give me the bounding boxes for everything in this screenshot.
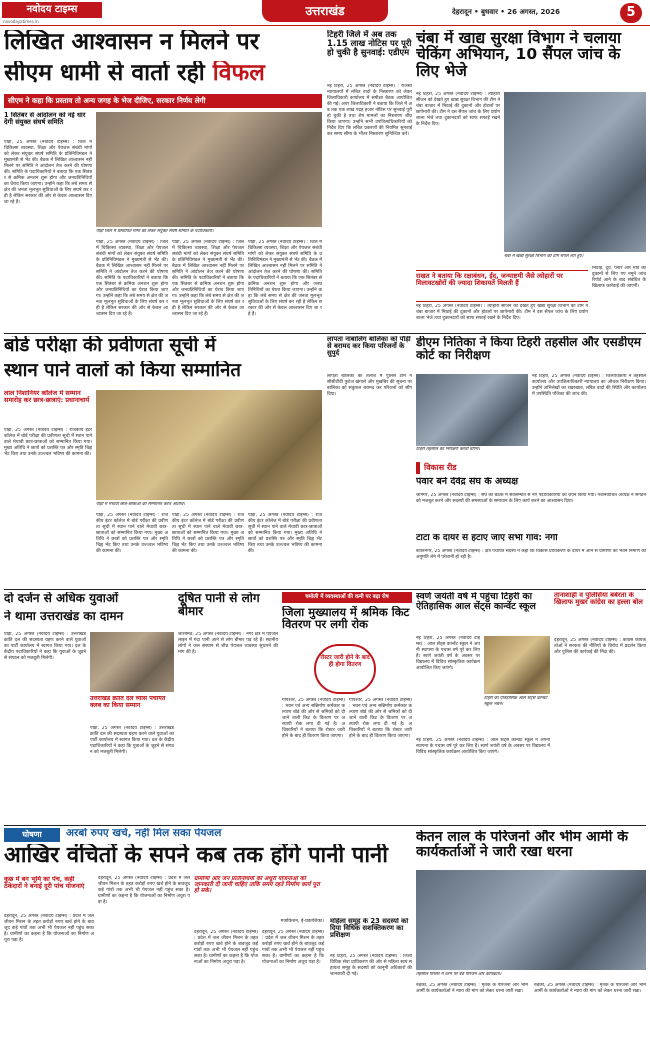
lead-body-col4: पौड़ी, 25 अगस्त (नवोदय टाइम्स) : जिले में चिकित्सा व्यवस्था, शिक्षा और पेयजल संबंधी मांगों को लेकर संयुक्त संघर्ष समिति के प्रतिनिधिमंडल ने मुख्यमंत्री से भेंट की। बैठक में लिखित आश्वासन नहीं मिलने पर समिति ने आंदोलन तेज करने की घोषणा की। समिति के पदाधिकारियों ने बताया कि एक सितंबर से क्रमिक अनशन शुरू होगा और जनप्रतिनिधियों का घेराव किया जाएगा। उन्होंने कहा कि लंबे समय से क्षेत्र की जनता मूलभूत सुविधाओं के लिए संघर्ष कर रही है लेकिन सरकार की ओर से केवल आश्वासन दिए जा रहे हैं। <box>248 240 322 317</box>
lead-body-col2: पौड़ी, 25 अगस्त (नवोदय टाइम्स) : जिले में चिकित्सा व्यवस्था, शिक्षा और पेयजल संबंधी मांगों को लेकर संयुक्त संघर्ष समिति के प्रतिनिधिमंडल ने मुख्यमंत्री से भेंट की। बैठक में लिखित आश्वासन नहीं मिलने पर समिति ने आंदोलन तेज करने की घोषणा की। समिति के पदाधिकारियों ने बताया कि एक सितंबर से क्रमिक अनशन शुरू होगा और जनप्रतिनिधियों का घेराव किया जाएगा। उन्होंने कहा कि लंबे समय से क्षेत्र की जनता मूलभूत सुविधाओं के लिए संघर्ष कर रही है लेकिन सरकार की ओर से केवल आश्वासन दिए जा रहे हैं। <box>96 240 168 317</box>
board-exam-headline-line1: बोर्ड परीक्षा की प्रवीणता सूची में <box>4 336 216 356</box>
women-group-headline: महिला समूह के 23 सदस्यों को दिया विधिक सशक्तिकरण का प्रशिक्षण <box>330 918 409 940</box>
school-photo <box>484 636 550 694</box>
ukd-body-col2: पौड़ी, 25 अगस्त (नवोदय टाइम्स) : उत्तराखंड क्रांति दल की सदस्यता ग्रहण करने वाले युवाओं का पार्टी कार्यालय में स्वागत किया गया। दल के केंद्रीय पदाधिकारियों ने कहा कि युवाओं के जुड़ने से संगठन को मजबूती मिलेगी। <box>90 726 174 755</box>
ukd-kicker: उत्तराखंड क्रांति दल व्यास पंचायत क्लब का किया सम्मान <box>90 696 166 709</box>
announcement-label: घोषणा <box>4 828 60 842</box>
divider-row3 <box>4 825 646 826</box>
ketan-lal-photo <box>416 870 646 970</box>
lead-photo <box>96 112 322 227</box>
congress-story <box>554 592 646 822</box>
page-number: 5 <box>620 3 642 23</box>
dm-headline: डीएम नितिका ने किया टिहरी तहसील और एसडीएम कोर्ट का निरीक्षण <box>416 336 642 362</box>
school-story <box>416 592 550 822</box>
lead-headline-line1: लिखित आश्वासन न मिलने पर <box>4 30 260 55</box>
water-scheme-body-col2: देहरादून, 25 अगस्त (नवोदय टाइम्स) : प्रदेश में जल जीवन मिशन के तहत करोड़ों रुपए खर्च होने के बावजूद कई गांवों तक अभी भी पेयजल नहीं पहुंच सका है। ग्रामीणों का कहना है कि योजनाओं का निर्माण अधूरा पड़ा है। <box>98 876 190 905</box>
masthead-rule <box>0 25 650 26</box>
water-scheme-byline: मजकिशन, ई-प्रकाशिका। <box>280 919 324 924</box>
chamba-side-note: मिठाई, दूध, पनीर और मावे की दुकानों से लिए गए नमूने जांच रिपोर्ट आने के बाद संबंधित के खिलाफ कार्रवाई की जाएगी। <box>592 266 646 289</box>
water-scheme-quote: ग्रामीणों और जन प्रतिनिधियों को अधूरी योजनाओं की जानकारी दी जानी चाहिए ताकि समय रहते निर्माण कार्य पूरा हो सके। <box>194 876 320 895</box>
ukd-body: पौड़ी, 25 अगस्त (नवोदय टाइम्स) : उत्तराखंड क्रांति दल की सदस्यता ग्रहण करने वाले युवाओं का पार्टी कार्यालय में स्वागत किया गया। दल के केंद्रीय पदाधिकारियों ने कहा कि युवाओं के जुड़ने से संगठन को मजबूती मिलेगी। <box>4 632 86 661</box>
polluted-water-headline: दूषित पानी से लोग बीमार <box>178 592 260 618</box>
board-exam-story <box>4 336 322 586</box>
divider-row1 <box>4 333 646 334</box>
school-body: नई टिहरी, 25 अगस्त (नवोदय टाइम्स) : आल सेंट्स कान्वेंट स्कूल ने अपनी स्थापना के पचास वर्ष पूरे कर लिए हैं। स्वर्ण जयंती वर्ष के अवसर पर विद्यालय में विविध सांस्कृतिक कार्यक्रम आयोजित किए जाएंगे। <box>416 636 480 671</box>
site-url: navodayatimes.in <box>3 19 39 24</box>
divider-row2 <box>4 589 646 590</box>
tata-headline: टाटा के दायरे से हटाए जाएं सभी गांव: नेगी <box>416 534 558 543</box>
water-scheme-topline: अरबों रुपए खर्च, नहीं मिल सका पेयजल <box>66 828 222 839</box>
ukd-photo <box>90 632 174 692</box>
dm-caption: टिहरी तहसील का निरीक्षण करतीं डीएम। <box>416 447 480 452</box>
ketan-lal-body: रुड़की, 25 अगस्त (नवोदय टाइम्स) : मृतक के परिजनों और भीम आर्मी के कार्यकर्ताओं ने न्याय की मांग को लेकर धरना जारी रखा। <box>416 983 528 994</box>
lead-story <box>4 30 322 330</box>
water-scheme-body-col4: देहरादून, 25 अगस्त (नवोदय टाइम्स) : प्रदेश में जल जीवन मिशन के तहत करोड़ों रुपए खर्च होने के बावजूद कई गांवों तक अभी भी पेयजल नहीं पहुंच सका है। ग्रामीणों का कहना है कि योजनाओं का निर्माण अधूरा पड़ा है। <box>262 930 324 965</box>
water-scheme-headline: आखिर वंचितों के सपने कब तक होंगे पानी पानी <box>4 844 388 868</box>
ketan-lal-story <box>416 828 646 1040</box>
labour-kit-headline: जिला मुख्यालय में श्रमिक किट वितरण पर लगी रोक <box>282 606 410 632</box>
ukd-story <box>4 592 174 822</box>
labour-kit-story <box>282 592 412 822</box>
labour-kit-kicker: चमोली में व्यवस्थाओं की कमी पर बढ़ा रोष <box>282 592 412 603</box>
chamba-body: नई टिहरी, 25 अगस्त (नवोदय टाइम्स) : त्योहारी सीजन को देखते हुए खाद्य सुरक्षा विभाग की टीम ने चंबा बाजार में मिठाई की दुकानों और होटलों पर छापेमारी की। टीम ने दस सैंपल जांच के लिए प्रयोगशाला भेजे तथा दुकानदारों को साफ सफाई रखने के निर्देश दिए। <box>416 92 500 127</box>
dm-photo <box>416 374 528 446</box>
dm-tehri-story <box>327 336 328 337</box>
ketan-lal-caption: तहसील परिसर में धरने पर बैठे परिजन और कार्यकर्ता। <box>416 972 502 977</box>
chamba-body-col2: नई टिहरी, 25 अगस्त (नवोदय टाइम्स) : त्योहारी सीजन को देखते हुए खाद्य सुरक्षा विभाग की टीम ने चंबा बाजार में मिठाई की दुकानों और होटलों पर छापेमारी की। टीम ने दस सैंपल जांच के लिए प्रयोगशाला भेजे तथा दुकानदारों को साफ सफाई रखने के निर्देश दिए। <box>416 304 588 321</box>
board-exam-body: पौड़ी, 25 अगस्त (नवोदय टाइम्स) : राजकीय इंटर कॉलेज में बोर्ड परीक्षा की प्रवीणता सूची में स्थान पाने वाले मेधावी छात्र-छात्राओं को सम्मानित किया गया। मुख्य अतिथि ने छात्रों को प्रशस्ति पत्र और स्मृति चिह्न भेंट किए तथा उनके उज्ज्वल भविष्य की कामना की। <box>4 428 92 457</box>
ukd-headline-line2: ने थामा उत्तराखंड का दामन <box>4 610 124 623</box>
congress-body: देहरादून, 25 अगस्त (नवोदय टाइम्स) : कांग्रेस कार्यकर्ताओं ने सरकार की नीतियों के विरोध में प्रदर्शन किया और पुलिस की कार्रवाई की निंदा की। <box>554 638 646 655</box>
lead-body: पौड़ी, 25 अगस्त (नवोदय टाइम्स) : जिले में चिकित्सा व्यवस्था, शिक्षा और पेयजल संबंधी मांगों को लेकर संयुक्त संघर्ष समिति के प्रतिनिधिमंडल ने मुख्यमंत्री से भेंट की। बैठक में लिखित आश्वासन नहीं मिलने पर समिति ने आंदोलन तेज करने की घोषणा की। समिति के पदाधिकारियों ने बताया कि एक सितंबर से क्रमिक अनशन शुरू होगा और जनप्रतिनिधियों का घेराव किया जाएगा। उन्होंने कहा कि लंबे समय से क्षेत्र की जनता मूलभूत सुविधाओं के लिए संघर्ष कर रही है लेकिन सरकार की ओर से केवल आश्वासन दिए जा रहे हैं। <box>4 140 92 205</box>
ketan-lal-body-col2: रुड़की, 25 अगस्त (नवोदय टाइम्स) : मृतक के परिजनों और भीम आर्मी के कार्यकर्ताओं ने न्याय की मांग को लेकर धरना जारी रखा। <box>534 983 646 994</box>
women-group-story <box>330 918 412 1040</box>
tehri-notice-body: नई टिहरी, 25 अगस्त (नवोदय टाइम्स) : राजस्व न्यायालयों में लंबित वादों के निस्तारण को लेकर जिलाधिकारी कार्यालय में समीक्षा बैठक आयोजित की गई। अपर जिलाधिकारी ने बताया कि जिले में अब तक एक लाख पंद्रह हजार नोटिस पर सुनवाई पूरी हो चुकी है तथा शेष मामलों का निस्तारण शीघ्र किया जाएगा। उन्होंने सभी उपजिलाधिकारियों को निर्देश दिए कि लंबित प्रकरणों की नियमित सुनवाई कर समय सीमा के भीतर निस्तारण सुनिश्चित करें। <box>327 84 412 137</box>
lead-kicker: 1 सितंबर से आंदोलन को नई धार देगी संयुक्त संघर्ष समिति <box>4 112 86 126</box>
ukd-headline-line1: दो दर्जन से अधिक युवाओं <box>4 592 119 605</box>
chamba-story <box>416 30 646 330</box>
chamba-headline: चंबा में खाद्य सुरक्षा विभाग ने चलाया चेकिंग अभियान, 10 सैंपल जांच के लिए भेजे <box>416 30 622 80</box>
women-group-body: नई टिहरी, 25 अगस्त (नवोदय टाइम्स) : जिला विधिक सेवा प्राधिकरण की ओर से महिला स्वयं सहायता समूह के सदस्यों को कानूनी अधिकारों की जानकारी दी गई। <box>330 954 412 977</box>
lead-subhead: सीएम ने कहा कि प्रस्ताव तो अन्य जगह के भेज दीजिए, सरकार निर्णय लेगी <box>4 94 322 108</box>
school-headline: स्वर्ण जयंती वर्ष में पहुंचा टिहरी का ऐतिहासिक आल सेंट्स कान्वेंट स्कूल <box>416 592 536 612</box>
tehri-notice-story <box>327 30 412 330</box>
water-scheme-body: देहरादून, 25 अगस्त (नवोदय टाइम्स) : प्रदेश में जल जीवन मिशन के तहत करोड़ों रुपए खर्च होने के बावजूद कई गांवों तक अभी भी पेयजल नहीं पहुंच सका है। ग्रामीणों का कहना है कि योजनाओं का निर्माण अधूरा पड़ा है। <box>4 914 94 943</box>
lead-headline-accent: विफल <box>212 61 265 86</box>
lead-photo-caption: पौड़ी जिले में प्रस्तावित मांगों को लेकर संयुक्त संघर्ष समिति के पदाधिकारी। <box>96 229 214 234</box>
missing-girl-headline: लापता नाबालिग बालिका को पौड़ी से बरामद कर किया परिजनों के सुपुर्द <box>327 336 411 358</box>
dm-inspection-story <box>327 460 412 464</box>
labour-kit-body-col2: गोपेश्वर, 25 अगस्त (नवोदय टाइम्स) : भवन एवं अन्य सन्निर्माण कर्मकार कल्याण बोर्ड की ओर से श्रमिकों को दी जाने वाली किट के वितरण पर अस्थायी रोक लगा दी गई है। अधिकारियों ने बताया कि रोस्टर जारी होने के बाद ही वितरण किया जाएगा। <box>349 698 412 739</box>
board-exam-caption: पौड़ी में मेधावी छात्र-छात्राओं को सम्मानित करते अतिथि। <box>96 502 185 507</box>
labour-kit-body: गोपेश्वर, 25 अगस्त (नवोदय टाइम्स) : भवन एवं अन्य सन्निर्माण कर्मकार कल्याण बोर्ड की ओर से श्रमिकों को दी जाने वाली किट के वितरण पर अस्थायी रोक लगा दी गई है। अधिकारियों ने बताया कि रोस्टर जारी होने के बाद ही वितरण किया जाएगा। <box>282 698 345 739</box>
board-exam-kicker: लाल निशानियर कॉलेज में सम्मान समारोह कर छात्र-छात्राएं: प्रधानाचार्य <box>4 390 90 404</box>
lead-headline-line2 <box>4 61 322 91</box>
tehri-notice-headline: टिहरी जिले में अब तक 1.15 लाख नोटिस पर पूरी हो चुकी है सुनवाई: एडीएम <box>327 30 412 57</box>
polluted-water-body: जोशीमठ, 25 अगस्त (नवोदय टाइम्स) : नगर क्षेत्र में पेयजल लाइन में गंदा पानी आने से लोग बीमार पड़ रहे हैं। स्थानीय लोगों ने जल संस्थान से शीघ्र पेयजल व्यवस्था सुधारने की मांग की है। <box>178 632 278 655</box>
right-col-row2 <box>416 336 646 586</box>
tata-body: कीर्तिनगर, 25 अगस्त (नवोदय टाइम्स) : क्षेत्र पंचायत सदस्य ने कहा कि विकास प्राधिकरण के दायरे में आने से ग्रामीणों को भवन निर्माण की अनुमति लेने में परेशानी हो रही है। <box>416 549 646 560</box>
paper-logo: नवोदय टाइम्स <box>2 2 102 18</box>
polluted-water-story <box>178 592 278 822</box>
board-exam-body-col4: पौड़ी, 25 अगस्त (नवोदय टाइम्स) : राजकीय इंटर कॉलेज में बोर्ड परीक्षा की प्रवीणता सूची में स्थान पाने वाले मेधावी छात्र-छात्राओं को सम्मानित किया गया। मुख्य अतिथि ने छात्रों को प्रशस्ति पत्र और स्मृति चिह्न भेंट किए तथा उनके उज्ज्वल भविष्य की कामना की। <box>248 513 322 554</box>
lead-headline-main: सीएम धामी से वार्ता रही <box>4 61 213 86</box>
school-body-col2: नई टिहरी, 25 अगस्त (नवोदय टाइम्स) : आल सेंट्स कान्वेंट स्कूल ने अपनी स्थापना के पचास वर्ष पूरे कर लिए हैं। स्वर्ण जयंती वर्ष के अवसर पर विद्यालय में विविध सांस्कृतिक कार्यक्रम आयोजित किए जाएंगे। <box>416 738 550 755</box>
missing-girl-body: लापता बालिका की तलाश में पुलिस टीम ने सीसीटीवी फुटेज खंगाले और मुखबिर की सूचना पर बालिका को सकुशल बरामद कर परिजनों को सौंप दिया। <box>327 374 412 397</box>
section-banner: उत्तराखंड <box>262 0 388 22</box>
ketan-lal-headline: केतन लाल के परिजनों और भीम आर्मी के कार्यकर्ताओं ने जारी रखा धरना <box>416 830 629 860</box>
chamba-quote-box: राखत ने बताया कि रक्षाबंधन, ईद, जन्माष्टमी जैसे त्योहारों पर मिलावटखोरों की ज्यादा शिकायतें मिलती हैं <box>416 270 588 302</box>
dm-body: नई टिहरी, 25 अगस्त (नवोदय टाइम्स) : जिलाधिकारी ने तहसील कार्यालय और उपजिलाधिकारी न्यायालय का औचक निरीक्षण किया। उन्होंने अभिलेखों का रखरखाव, लंबित वादों की स्थिति और कार्यालय में उपस्थिति पंजिका की जांच की। <box>532 374 646 397</box>
school-caption: टिहरी का ऐतिहासिक आल सेंट्स कान्वेंट स्कूल भवन। <box>484 696 548 707</box>
panwar-headline: पंवार बने देवेंद्र संघ के अध्यक्ष <box>416 477 519 487</box>
masthead <box>0 0 650 26</box>
issue-date: देहरादून • बुधवार • 26 अगस्त, 2026 <box>452 8 561 16</box>
board-exam-body-col2: पौड़ी, 25 अगस्त (नवोदय टाइम्स) : राजकीय इंटर कॉलेज में बोर्ड परीक्षा की प्रवीणता सूची में स्थान पाने वाले मेधावी छात्र-छात्राओं को सम्मानित किया गया। मुख्य अतिथि ने छात्रों को प्रशस्ति पत्र और स्मृति चिह्न भेंट किए तथा उनके उज्ज्वल भविष्य की कामना की। <box>96 513 168 554</box>
chamba-photo <box>504 92 646 252</box>
chamba-photo-caption: चंबा में खाद्य सुरक्षा विभाग की टीम सैंपल लेते हुए। <box>504 254 584 259</box>
lead-body-col3: पौड़ी, 25 अगस्त (नवोदय टाइम्स) : जिले में चिकित्सा व्यवस्था, शिक्षा और पेयजल संबंधी मांगों को लेकर संयुक्त संघर्ष समिति के प्रतिनिधिमंडल ने मुख्यमंत्री से भेंट की। बैठक में लिखित आश्वासन नहीं मिलने पर समिति ने आंदोलन तेज करने की घोषणा की। समिति के पदाधिकारियों ने बताया कि एक सितंबर से क्रमिक अनशन शुरू होगा और जनप्रतिनिधियों का घेराव किया जाएगा। उन्होंने कहा कि लंबे समय से क्षेत्र की जनता मूलभूत सुविधाओं के लिए संघर्ष कर रही है लेकिन सरकार की ओर से केवल आश्वासन दिए जा रहे हैं। <box>172 240 244 317</box>
panwar-body: श्रीनगर, 25 अगस्त (नवोदय टाइम्स) : संघ की बैठक में सर्वसम्मति से नए पदाधिकारियों का चयन किया गया। नवनिर्वाचित अध्यक्ष ने संगठन को मजबूत करने और सदस्यों की समस्याओं के समाधान के लिए कार्य करने का आश्वासन दिया। <box>416 493 646 504</box>
vikas-read-label: विकास रीड <box>416 462 486 474</box>
board-exam-photo <box>96 390 322 500</box>
water-scheme-body-col3: देहरादून, 25 अगस्त (नवोदय टाइम्स) : प्रदेश में जल जीवन मिशन के तहत करोड़ों रुपए खर्च होने के बावजूद कई गांवों तक अभी भी पेयजल नहीं पहुंच सका है। ग्रामीणों का कहना है कि योजनाओं का निर्माण अधूरा पड़ा है। <box>194 930 258 965</box>
congress-headline: तानाशाही व पुलिसिया बर्बरता के खिलाफ मुखर कांग्रेस का हल्ला बोल <box>554 592 643 607</box>
board-exam-headline-line2: स्थान पाने वालों को किया सम्मानित <box>4 361 241 381</box>
board-exam-body-col3: पौड़ी, 25 अगस्त (नवोदय टाइम्स) : राजकीय इंटर कॉलेज में बोर्ड परीक्षा की प्रवीणता सूची में स्थान पाने वाले मेधावी छात्र-छात्राओं को सम्मानित किया गया। मुख्य अतिथि ने छात्रों को प्रशस्ति पत्र और स्मृति चिह्न भेंट किए तथा उनके उज्ज्वल भविष्य की कामना की। <box>172 513 244 554</box>
labour-kit-stamp: रोस्टर जारी होने के बाद ही होगा वितरण <box>314 644 376 694</box>
water-scheme-kicker: कुछ में बन भूमि का पेंच, कहीं ठेकेदारों ने बनाई दूरी पांच योजनाएं <box>4 876 85 890</box>
